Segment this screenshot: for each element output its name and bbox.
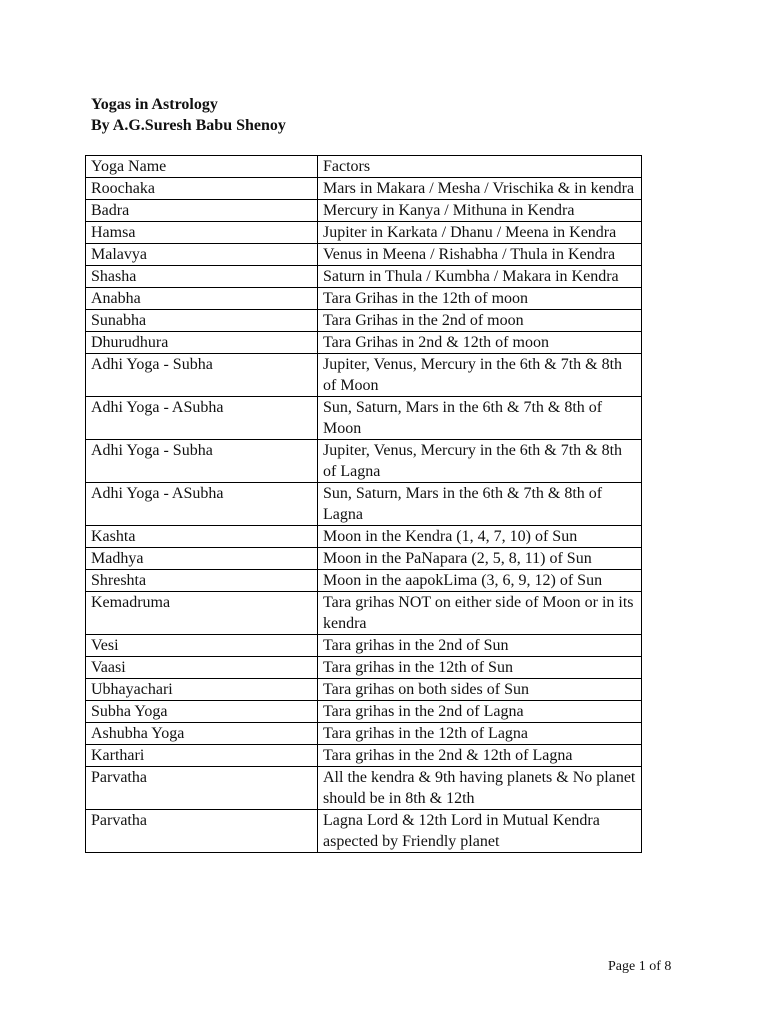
yoga-name-cell: Vesi [86,635,318,657]
document-heading [91,94,286,136]
table-row [86,354,642,397]
yoga-factors-cell: Tara Grihas in 2nd & 12th of moon [318,332,642,354]
yoga-name-cell: Adhi Yoga - ASubha [86,483,318,526]
table-row [86,310,642,332]
yoga-factors-cell: Tara Grihas in the 12th of moon [318,288,642,310]
yoga-name-cell: Adhi Yoga - Subha [86,354,318,397]
yoga-factors-cell: Tara grihas NOT on either side of Moon or in its kendra [318,592,642,635]
yoga-name-cell: Malavya [86,244,318,266]
yoga-factors-cell: Tara grihas on both sides of Sun [318,679,642,701]
yoga-factors-cell: Tara grihas in the 2nd of Lagna [318,701,642,723]
table-row [86,332,642,354]
yoga-name-cell: Kashta [86,526,318,548]
yoga-table [85,155,642,853]
table-row [86,288,642,310]
table-row [86,592,642,635]
yoga-name-cell: Parvatha [86,810,318,853]
yoga-name-cell: Kemadruma [86,592,318,635]
yoga-name-cell: Ashubha Yoga [86,723,318,745]
table-row [86,397,642,440]
table-row [86,635,642,657]
yoga-name-cell: Anabha [86,288,318,310]
yoga-factors-cell: Tara grihas in the 2nd & 12th of Lagna [318,745,642,767]
table-row [86,723,642,745]
yoga-name-cell: Shreshta [86,570,318,592]
yoga-name-cell: Madhya [86,548,318,570]
table-row [86,548,642,570]
yoga-factors-cell: Sun, Saturn, Mars in the 6th & 7th & 8th of Lagna [318,483,642,526]
yoga-name-cell: Adhi Yoga - ASubha [86,397,318,440]
table-header-row [86,156,642,178]
header-yoga-name: Yoga Name [86,156,318,178]
yoga-factors-cell: Mars in Makara / Mesha / Vrischika & in kendra [318,178,642,200]
yoga-name-cell: Dhurudhura [86,332,318,354]
yoga-factors-cell: Moon in the aapokLima (3, 6, 9, 12) of Sun [318,570,642,592]
yoga-name-cell: Vaasi [86,657,318,679]
document-title: Yogas in Astrology [91,96,218,113]
yoga-name-cell: Hamsa [86,222,318,244]
yoga-name-cell: Shasha [86,266,318,288]
table-row [86,570,642,592]
yoga-factors-cell: Moon in the PaNapara (2, 5, 8, 11) of Sun [318,548,642,570]
table-row [86,222,642,244]
yoga-factors-cell: Mercury in Kanya / Mithuna in Kendra [318,200,642,222]
yoga-name-cell: Roochaka [86,178,318,200]
yoga-factors-cell: Tara grihas in the 12th of Sun [318,657,642,679]
table-row [86,745,642,767]
table-row [86,178,642,200]
table-row [86,526,642,548]
yoga-factors-cell: Jupiter, Venus, Mercury in the 6th & 7th & 8th of Lagna [318,440,642,483]
yoga-factors-cell: Venus in Meena / Rishabha / Thula in Kendra [318,244,642,266]
table-row [86,440,642,483]
table-row [86,244,642,266]
document-author: By A.G.Suresh Babu Shenoy [91,117,286,134]
yoga-factors-cell: Saturn in Thula / Kumbha / Makara in Kendra [318,266,642,288]
table-row [86,200,642,222]
table-row [86,679,642,701]
yoga-factors-cell: Tara Grihas in the 2nd of moon [318,310,642,332]
yoga-factors-cell: Tara grihas in the 12th of Lagna [318,723,642,745]
yoga-factors-cell: Moon in the Kendra (1, 4, 7, 10) of Sun [318,526,642,548]
yoga-factors-cell: Tara grihas in the 2nd of Sun [318,635,642,657]
table-row [86,810,642,853]
yoga-name-cell: Sunabha [86,310,318,332]
yoga-name-cell: Adhi Yoga - Subha [86,440,318,483]
yoga-name-cell: Karthari [86,745,318,767]
yoga-factors-cell: All the kendra & 9th having planets & No planet should be in 8th & 12th [318,767,642,810]
table-row [86,767,642,810]
yoga-factors-cell: Lagna Lord & 12th Lord in Mutual Kendra aspected by Friendly planet [318,810,642,853]
header-factors: Factors [318,156,642,178]
table-row [86,483,642,526]
yoga-name-cell: Ubhayachari [86,679,318,701]
page-number: Page 1 of 8 [608,959,672,974]
table-row [86,266,642,288]
yoga-table-body [86,156,642,853]
yoga-factors-cell: Jupiter, Venus, Mercury in the 6th & 7th & 8th of Moon [318,354,642,397]
yoga-factors-cell: Sun, Saturn, Mars in the 6th & 7th & 8th of Moon [318,397,642,440]
table-row [86,657,642,679]
yoga-factors-cell: Jupiter in Karkata / Dhanu / Meena in Kendra [318,222,642,244]
yoga-name-cell: Badra [86,200,318,222]
yoga-name-cell: Parvatha [86,767,318,810]
yoga-name-cell: Subha Yoga [86,701,318,723]
table-row [86,701,642,723]
